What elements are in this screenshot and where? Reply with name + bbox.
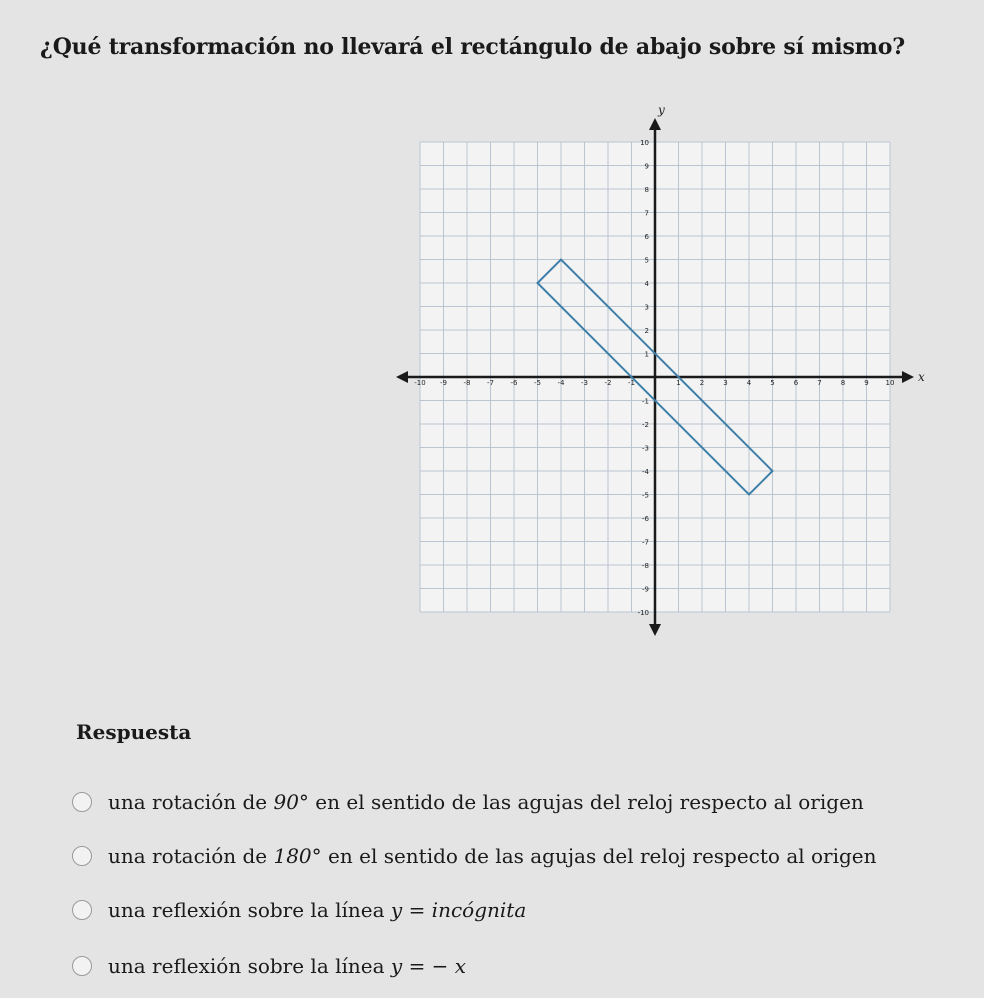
x-tick-label: -5 <box>534 379 541 387</box>
y-tick-label: -9 <box>642 585 649 594</box>
option-rotation-180[interactable] <box>72 844 877 868</box>
x-axis-arrow-left <box>396 371 408 383</box>
option-label <box>108 898 526 922</box>
option-label <box>108 954 466 978</box>
x-tick-label: 4 <box>746 379 752 387</box>
x-tick-label: -4 <box>557 379 565 387</box>
y-tick-label: -10 <box>637 609 649 617</box>
x-tick-label: 5 <box>770 379 775 387</box>
y-tick-label: -2 <box>642 421 649 429</box>
option-math: 180° <box>273 844 322 868</box>
y-tick-label: 1 <box>644 350 649 359</box>
y-axis-arrow-down <box>649 624 661 636</box>
y-tick-label: 4 <box>644 280 649 288</box>
x-tick-label: 10 <box>885 379 895 387</box>
radio-button[interactable] <box>72 956 92 976</box>
x-tick-label: 9 <box>864 379 869 387</box>
x-tick-label: -9 <box>440 379 447 387</box>
y-tick-label: -8 <box>642 562 649 570</box>
option-text-prefix: una rotación de <box>108 844 274 868</box>
x-tick-label: 7 <box>817 379 822 387</box>
option-reflection-neg-x[interactable] <box>72 954 466 978</box>
x-tick-label: 6 <box>793 379 799 387</box>
y-tick-label: -6 <box>642 515 649 523</box>
y-tick-label: 8 <box>644 186 649 194</box>
x-tick-label: -10 <box>414 379 426 387</box>
x-axis-arrow-right <box>902 371 914 383</box>
x-tick-label: -7 <box>487 379 494 387</box>
radio-button[interactable] <box>72 846 92 866</box>
y-tick-label: -3 <box>642 444 649 453</box>
y-tick-label: 9 <box>644 162 649 171</box>
y-axis-label: y <box>658 103 665 117</box>
option-reflection-unknown[interactable] <box>72 898 526 922</box>
option-math: 90° <box>273 790 309 814</box>
y-tick-label: 5 <box>644 256 649 265</box>
y-tick-label: 7 <box>644 209 649 218</box>
x-tick-label: -1 <box>628 379 635 387</box>
x-tick-label: 3 <box>723 379 728 387</box>
x-tick-label: 1 <box>676 379 681 387</box>
option-text-suffix: en el sentido de las agujas del reloj respecto al origen <box>321 844 877 868</box>
x-axis-label: x <box>918 370 925 384</box>
option-label <box>108 844 877 868</box>
y-tick-label: -4 <box>642 468 649 476</box>
y-axis-arrow-up <box>649 118 661 130</box>
option-math: y = − x <box>390 954 467 978</box>
x-tick-label: -3 <box>581 379 588 387</box>
y-tick-label: -5 <box>642 491 649 500</box>
radio-button[interactable] <box>72 900 92 920</box>
option-text-prefix: una reflexión sobre la línea <box>108 954 391 978</box>
radio-button[interactable] <box>72 792 92 812</box>
x-tick-label: 2 <box>699 379 705 387</box>
y-tick-label: -1 <box>642 397 649 406</box>
option-label <box>108 790 864 814</box>
option-math: y = incógnita <box>390 898 527 922</box>
option-text-suffix: en el sentido de las agujas del reloj respecto al origen <box>308 790 864 814</box>
option-text-prefix: una reflexión sobre la línea <box>108 898 391 922</box>
question-text: ¿Qué transformación no llevará el rectángulo de abajo sobre sí mismo? <box>40 34 905 60</box>
y-tick-label: 3 <box>644 303 649 312</box>
answer-heading: Respuesta <box>76 720 192 744</box>
y-tick-label: -7 <box>642 538 649 547</box>
x-tick-label: -6 <box>510 379 518 387</box>
y-tick-label: 6 <box>644 233 649 241</box>
x-tick-label: -8 <box>463 379 471 387</box>
x-tick-label: -2 <box>604 379 612 387</box>
y-tick-label: 2 <box>644 327 649 335</box>
option-rotation-90[interactable] <box>72 790 864 814</box>
y-tick-label: 10 <box>640 139 649 147</box>
x-tick-label: 8 <box>840 379 846 387</box>
option-text-prefix: una rotación de <box>108 790 274 814</box>
